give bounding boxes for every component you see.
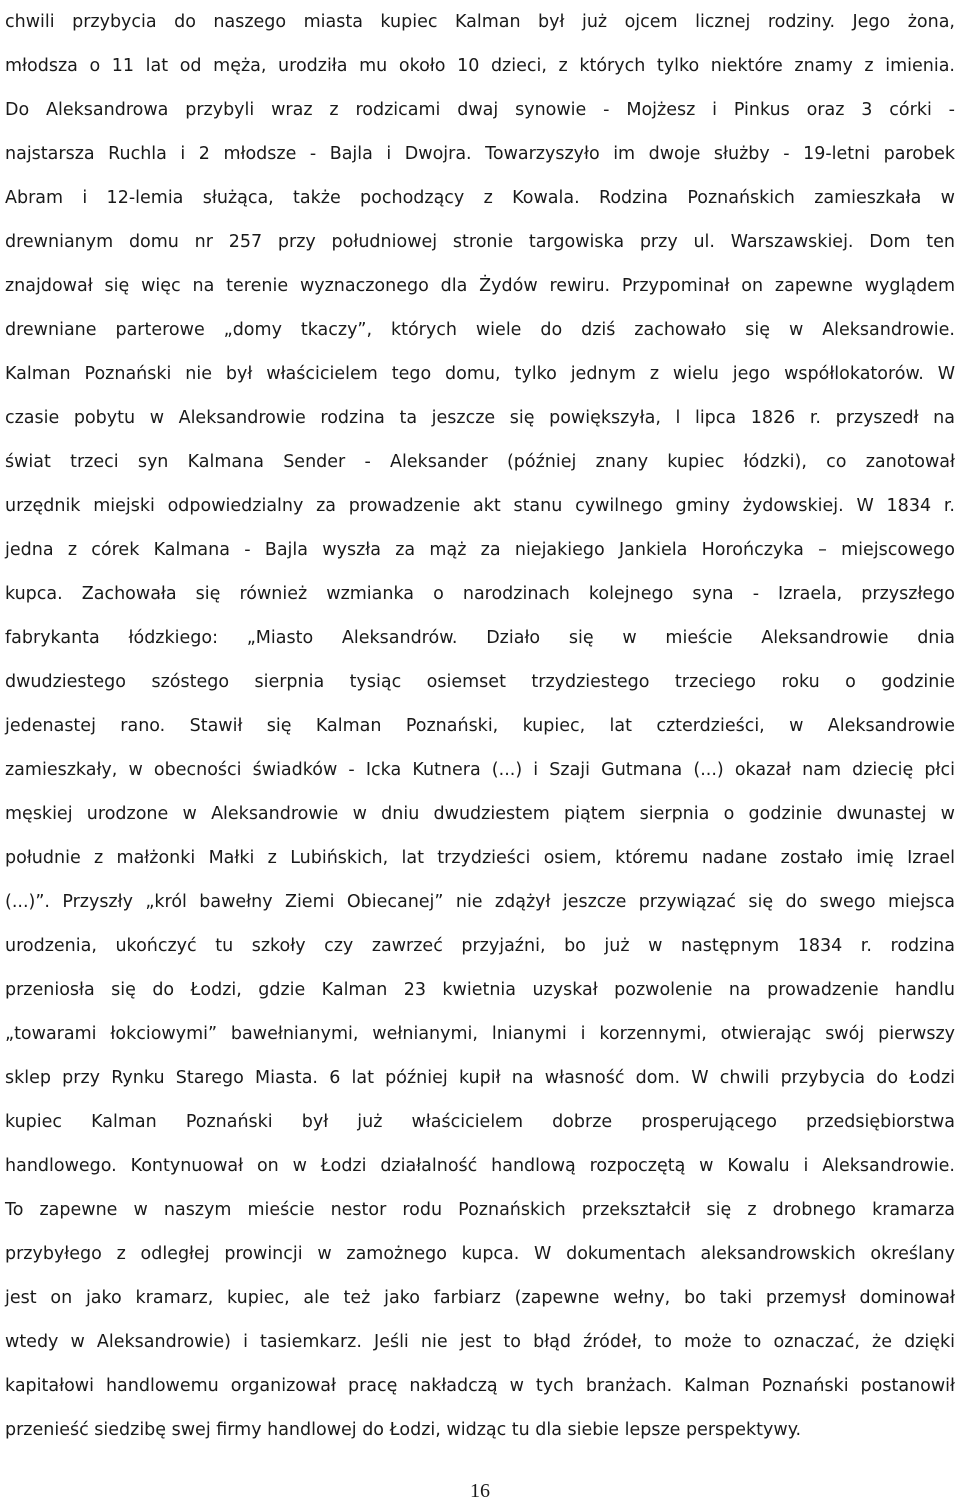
text-line: zamieszkały, w obecności świadków - Icka Kutnera (...) i Szaji Gutmana (...) okazał nam dziecię płci: [5, 760, 955, 780]
text-line: męskiej urodzone w Aleksandrowie w dniu dwudziestem piątem sierpnia o godzinie dwunastej w: [5, 804, 955, 824]
text-line: znajdował się więc na terenie wyznaczonego dla Żydów rewiru. Przypominał on zapewne wyglądem: [5, 276, 955, 296]
text-line: południe z małżonki Małki z Lubińskich, lat trzydzieści osiem, któremu nadane zostało imię Izrael: [5, 848, 955, 868]
text-line: kupiec Kalman Poznański był już właścicielem dobrze prosperującego przedsiębiorstwa: [5, 1112, 955, 1132]
text-line: jedenastej rano. Stawił się Kalman Poznański, kupiec, lat czterdzieści, w Aleksandrowie: [5, 716, 955, 736]
text-line: urzędnik miejski odpowiedzialny za prowadzenie akt stanu cywilnego gminy żydowskiej. W 1834 r.: [5, 496, 955, 516]
text-line: Kalman Poznański nie był właścicielem tego domu, tylko jednym z wielu jego współlokatorów. W: [5, 364, 955, 384]
text-line: To zapewne w naszym mieście nestor rodu Poznańskich przekształcił się z drobnego kramarza: [5, 1200, 955, 1220]
page-number: 16: [470, 1480, 490, 1502]
text-line: (...)”. Przyszły „król bawełny Ziemi Obiecanej” nie zdążył jeszcze przywiązać się do swego miejsca: [5, 892, 955, 912]
text-line: kapitałowi handlowemu organizował pracę nakładczą w tych branżach. Kalman Poznański postanowił: [5, 1376, 955, 1396]
text-line: urodzenia, ukończyć tu szkoły czy zawrzeć przyjaźni, bo już w następnym 1834 r. rodzina: [5, 936, 955, 956]
text-line: sklep przy Rynku Starego Miasta. 6 lat później kupił na własność dom. W chwili przybycia do Łodzi: [5, 1068, 955, 1088]
text-line: Do Aleksandrowa przybyli wraz z rodzicami dwaj synowie - Mojżesz i Pinkus oraz 3 córki -: [5, 100, 955, 120]
text-line: młodsza o 11 lat od męża, urodziła mu około 10 dzieci, z których tylko niektóre znamy z imienia.: [5, 56, 955, 76]
text-line: „towarami łokciowymi” bawełnianymi, wełnianymi, lnianymi i korzennymi, otwierając swój pierwszy: [5, 1024, 955, 1044]
text-line: czasie pobytu w Aleksandrowie rodzina ta jeszcze się powiększyła, l lipca 1826 r. przyszedł na: [5, 408, 955, 428]
text-line: przeniosła się do Łodzi, gdzie Kalman 23 kwietnia uzyskał pozwolenie na prowadzenie handlu: [5, 980, 955, 1000]
text-line: fabrykanta łódzkiego: „Miasto Aleksandrów. Działo się w mieście Aleksandrowie dnia: [5, 628, 955, 648]
text-line: kupca. Zachowała się również wzmianka o narodzinach kolejnego syna - Izraela, przyszłego: [5, 584, 955, 604]
text-line: drewnianym domu nr 257 przy południowej stronie targowiska przy ul. Warszawskiej. Dom ten: [5, 232, 955, 252]
text-line: wtedy w Aleksandrowie) i tasiemkarz. Jeśli nie jest to błąd źródeł, to może to oznaczać, że dzięki: [5, 1332, 955, 1352]
text-line: chwili przybycia do naszego miasta kupiec Kalman był już ojcem licznej rodziny. Jego żona,: [5, 12, 955, 32]
body-text: [5, 0, 955, 1452]
text-line: świat trzeci syn Kalmana Sender - Aleksander (później znany kupiec łódzki), co zanotował: [5, 452, 955, 472]
text-line: przybyłego z odległej prowincji w zamożnego kupca. W dokumentach aleksandrowskich określany: [5, 1244, 955, 1264]
text-line: jedna z córek Kalmana - Bajla wyszła za mąż za niejakiego Jankiela Horończyka – miejscowego: [5, 540, 955, 560]
text-line: handlowego. Kontynuował on w Łodzi działalność handlową rozpoczętą w Kowalu i Aleksandrowie.: [5, 1156, 955, 1176]
text-line: jest on jako kramarz, kupiec, ale też jako farbiarz (zapewne wełny, bo taki przemysł dominował: [5, 1288, 955, 1308]
text-line: Abram i 12-lemia służąca, także pochodzący z Kowala. Rodzina Poznańskich zamieszkała w: [5, 188, 955, 208]
text-line: najstarsza Ruchla i 2 młodsze - Bajla i Dwojra. Towarzyszyło im dwoje służby - 19-letni parobek: [5, 144, 955, 164]
text-line: drewniane parterowe „domy tkaczy”, których wiele do dziś zachowało się w Aleksandrowie.: [5, 320, 955, 340]
text-line: przenieść siedzibę swej firmy handlowej do Łodzi, widząc tu dla siebie lepsze perspektywy.: [5, 1420, 802, 1440]
text-line: dwudziestego szóstego sierpnia tysiąc osiemset trzydziestego trzeciego roku o godzinie: [5, 672, 955, 692]
